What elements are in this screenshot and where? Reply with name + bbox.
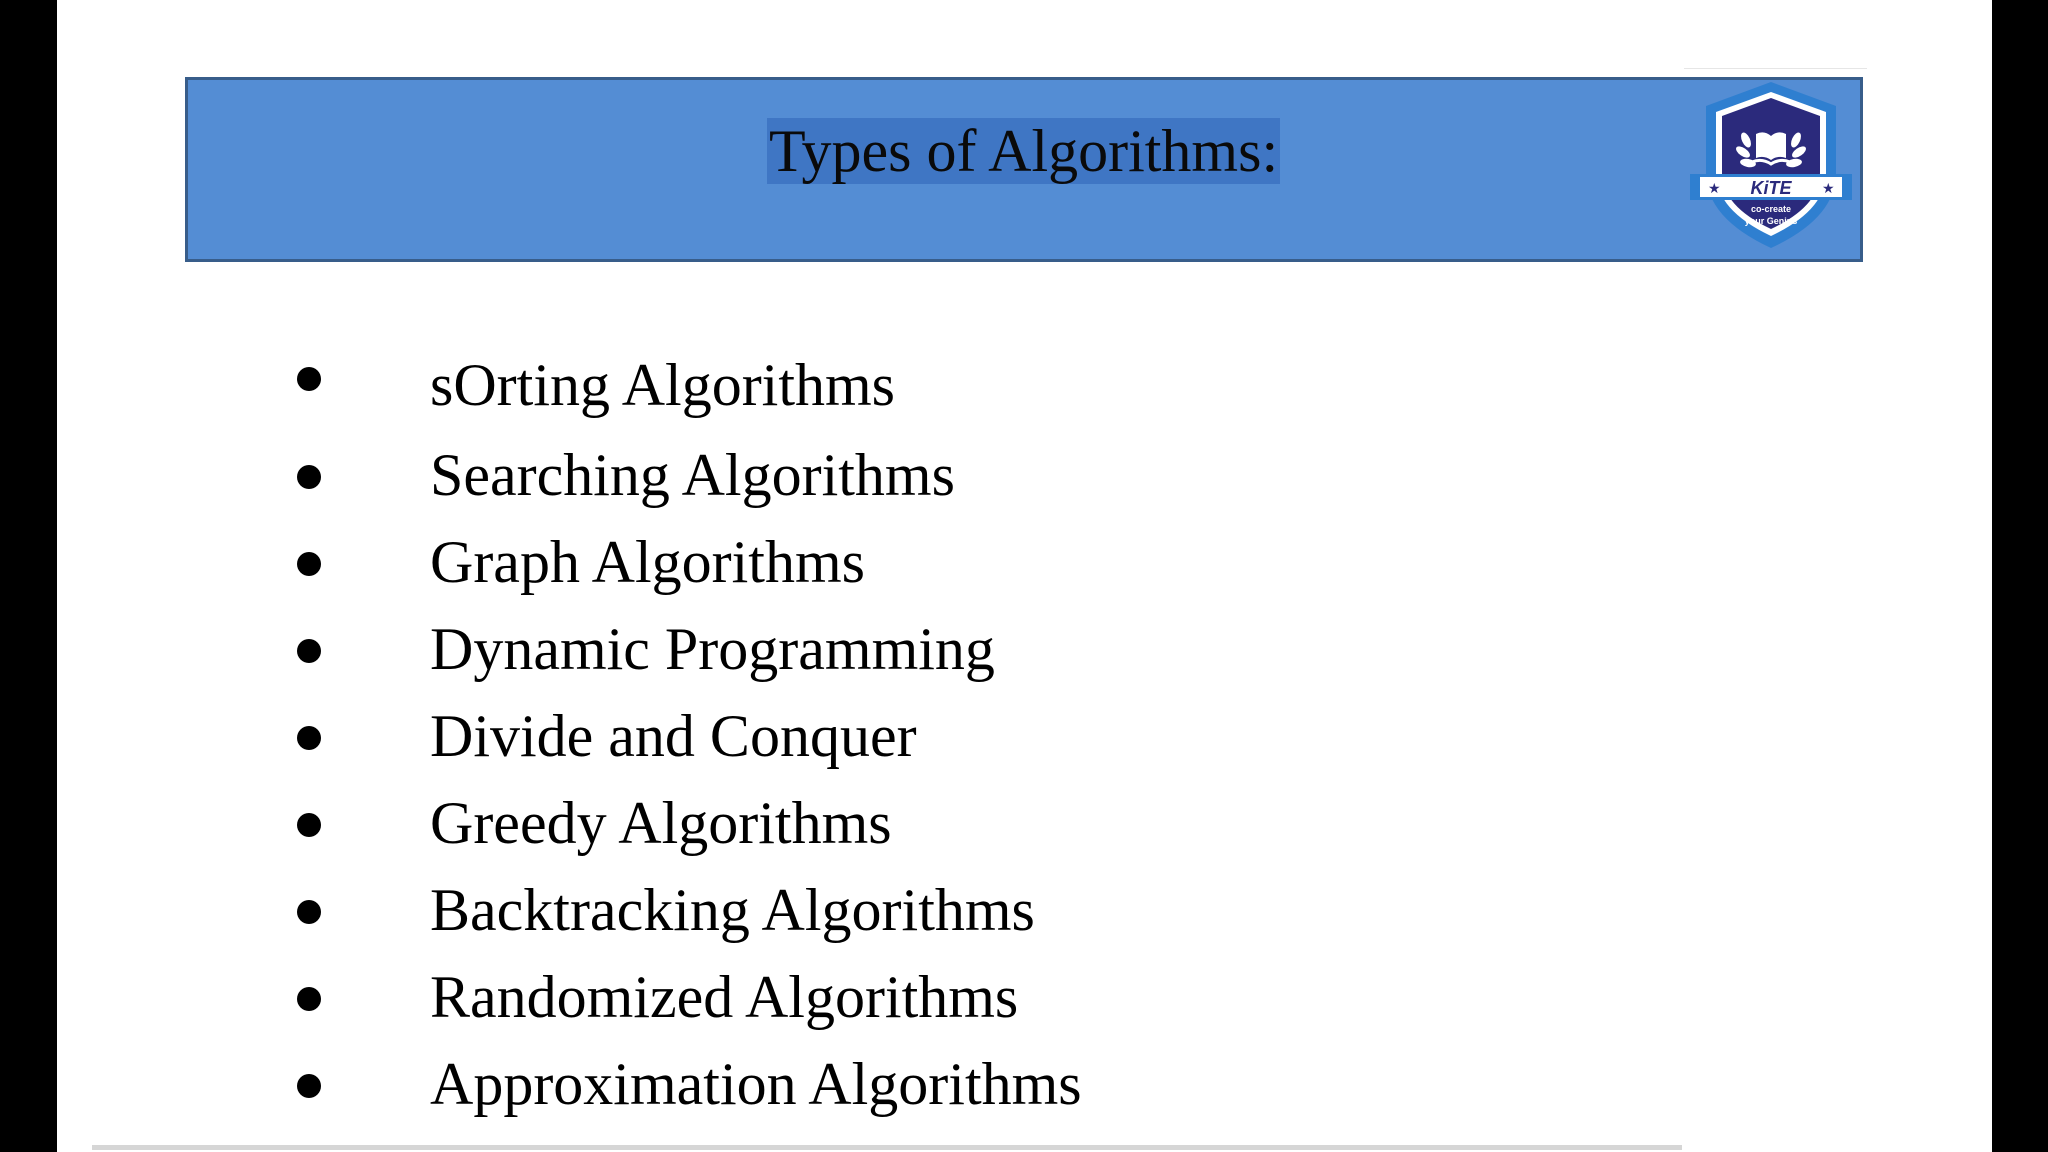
list-item-text: Backtracking Algorithms [430,877,1035,943]
bullet-icon [297,465,321,489]
list-item-text: Dynamic Programming [430,616,995,682]
bottom-divider [92,1145,1682,1150]
logo-tagline-1: co-create [1750,204,1792,214]
bullet-icon [297,726,321,750]
list-item-text: Approximation Algorithms [430,1051,1082,1117]
logo-tagline-2: your Genius [1744,216,1798,226]
open-book-icon [1752,132,1790,164]
kite-shield-icon [1686,78,1856,252]
slide-title: Types of Algorithms: [769,118,1279,184]
presentation-slide [57,0,1992,1152]
logo-wordmark: KiTE [1750,178,1792,198]
bullet-icon [297,552,321,576]
svg-text:★: ★ [1708,180,1721,196]
list-item-text: Greedy Algorithms [430,790,892,856]
bullet-icon [297,987,321,1011]
list-item-text: sOrting Algorithms [430,352,896,418]
top-divider [1684,68,1867,69]
bullet-icon [297,367,321,391]
kite-logo [1686,78,1856,252]
bullet-icon [297,639,321,663]
svg-text:★: ★ [1822,180,1835,196]
list-item-text: Divide and Conquer [430,703,917,769]
list-item-text: Graph Algorithms [430,529,865,595]
bullet-icon [297,900,321,924]
list-item-text: Randomized Algorithms [430,964,1019,1030]
list-item-text: Searching Algorithms [430,442,955,508]
bullet-icon [297,813,321,837]
bullet-icon [297,1074,321,1098]
